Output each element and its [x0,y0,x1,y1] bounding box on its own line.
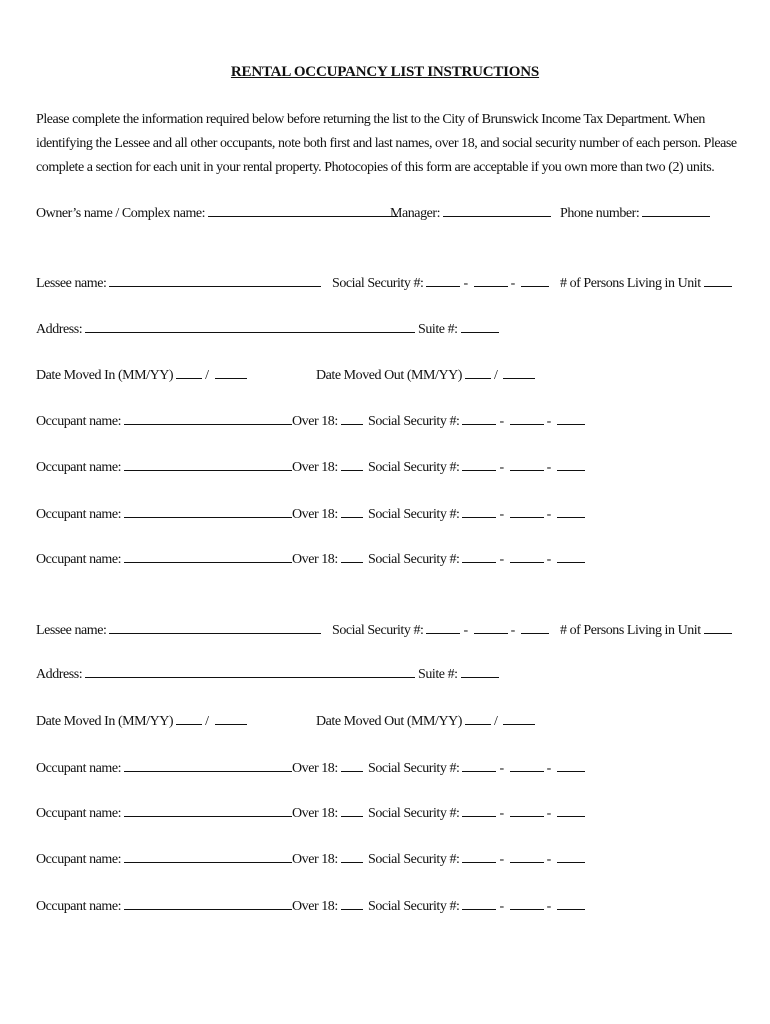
dash: - [546,460,551,475]
ssn-label: Social Security #: [368,507,460,522]
ssn-part-input[interactable] [462,410,496,425]
ssn-part-input[interactable] [510,503,544,518]
address-input[interactable] [85,663,415,678]
dash: - [499,552,504,567]
moved-out-month-input[interactable] [465,364,491,379]
occupant-name-input[interactable] [124,802,292,817]
ssn-part-input[interactable] [510,456,544,471]
ssn-part-input[interactable] [426,619,460,634]
over18-input[interactable] [341,503,363,518]
moved-out-label: Date Moved Out (MM/YY) [316,714,463,729]
dash: - [499,761,504,776]
moved-out-year-input[interactable] [503,364,535,379]
occupant-row [0,757,770,777]
occupant-name-input[interactable] [124,503,292,518]
ssn-part-input[interactable] [521,619,549,634]
owner-field [36,202,398,224]
occupant-name-input[interactable] [124,410,292,425]
occupant-row [0,503,770,523]
occupant-label: Occupant name: [36,414,122,429]
ssn-part-input[interactable] [557,503,585,518]
slash: / [205,368,209,383]
over18-input[interactable] [341,548,363,563]
dash: - [546,806,551,821]
ssn-part-input[interactable] [462,456,496,471]
lessee-name-input[interactable] [109,619,321,634]
ssn-part-input[interactable] [510,410,544,425]
owner-row [0,202,770,222]
suite-input[interactable] [461,318,499,333]
moved-in-month-input[interactable] [176,364,202,379]
manager-label: Manager: [390,206,441,221]
ssn-label: Social Security #: [332,623,424,638]
occupant-label: Occupant name: [36,552,122,567]
address-input[interactable] [85,318,415,333]
dash: - [510,276,515,291]
dash: - [546,852,551,867]
moved-in-year-input[interactable] [215,710,247,725]
occupant-row [0,802,770,822]
slash: / [494,714,498,729]
ssn-label: Social Security #: [368,806,460,821]
lessee-label: Lessee name: [36,623,107,638]
ssn-part-input[interactable] [462,895,496,910]
owner-label: Owner’s name / Complex name: [36,206,206,221]
suite-label: Suite #: [418,667,458,682]
over18-label: Over 18: [292,852,338,867]
ssn-part-input[interactable] [557,757,585,772]
ssn-part-input[interactable] [462,503,496,518]
dash: - [546,899,551,914]
over18-input[interactable] [341,848,363,863]
over18-label: Over 18: [292,761,338,776]
dash: - [546,507,551,522]
address-label: Address: [36,322,83,337]
ssn-label: Social Security #: [368,899,460,914]
occupant-label: Occupant name: [36,806,122,821]
dash: - [546,414,551,429]
manager-input[interactable] [443,202,551,217]
occupant-name-input[interactable] [124,548,292,563]
dash: - [499,460,504,475]
over18-label: Over 18: [292,899,338,914]
instructions-paragraph: Please complete the information required below before returning the list to the City of Brunswick Income Tax Department. When identifying the Lessee and all other occupants, note both first and last names, over 18, and social security number of each person. Please complete a section for each unit in your rental property. Photocopies of this form are acceptable if you own more than two (2) units. [36,112,737,175]
slash: / [205,714,209,729]
address-row [0,663,770,683]
moved-in-label: Date Moved In (MM/YY) [36,368,174,383]
ssn-part-input[interactable] [510,848,544,863]
ssn-part-input[interactable] [510,548,544,563]
over18-label: Over 18: [292,806,338,821]
occupant-label: Occupant name: [36,507,122,522]
lessee-row [0,619,770,639]
ssn-part-input[interactable] [510,802,544,817]
ssn-label: Social Security #: [368,852,460,867]
ssn-part-input[interactable] [557,802,585,817]
dates-row [0,364,770,384]
dash: - [510,623,515,638]
over18-label: Over 18: [292,460,338,475]
suite-label: Suite #: [418,322,458,337]
ssn-label: Social Security #: [368,460,460,475]
ssn-part-input[interactable] [462,848,496,863]
ssn-part-input[interactable] [521,272,549,287]
moved-in-month-input[interactable] [176,710,202,725]
moved-in-label: Date Moved In (MM/YY) [36,714,174,729]
ssn-label: Social Security #: [332,276,424,291]
dash: - [499,507,504,522]
persons-label: # of Persons Living in Unit [560,276,701,291]
occupant-row [0,548,770,568]
dash: - [463,276,468,291]
ssn-part-input[interactable] [426,272,460,287]
dash: - [499,414,504,429]
ssn-label: Social Security #: [368,414,460,429]
occupant-name-input[interactable] [124,456,292,471]
occupant-name-input[interactable] [124,757,292,772]
over18-label: Over 18: [292,552,338,567]
suite-input[interactable] [461,663,499,678]
persons-input[interactable] [704,619,732,634]
moved-out-label: Date Moved Out (MM/YY) [316,368,463,383]
owner-name-input[interactable] [208,202,398,217]
occupant-name-input[interactable] [124,848,292,863]
ssn-part-input[interactable] [462,802,496,817]
occupant-row [0,410,770,430]
ssn-part-input[interactable] [510,757,544,772]
occupant-row [0,848,770,868]
over18-label: Over 18: [292,414,338,429]
dash: - [546,552,551,567]
over18-label: Over 18: [292,507,338,522]
over18-input[interactable] [341,757,363,772]
phone-field [560,202,710,224]
persons-label: # of Persons Living in Unit [560,623,701,638]
ssn-label: Social Security #: [368,761,460,776]
moved-out-month-input[interactable] [465,710,491,725]
address-row [0,318,770,338]
occupant-label: Occupant name: [36,852,122,867]
ssn-part-input[interactable] [462,548,496,563]
ssn-label: Social Security #: [368,552,460,567]
dash: - [499,852,504,867]
ssn-part-input[interactable] [462,757,496,772]
manager-field [390,202,551,224]
lessee-name-input[interactable] [109,272,321,287]
occupant-name-input[interactable] [124,895,292,910]
ssn-part-input[interactable] [557,410,585,425]
dash: - [499,806,504,821]
occupant-label: Occupant name: [36,761,122,776]
ssn-part-input[interactable] [557,456,585,471]
lessee-row [0,272,770,292]
over18-input[interactable] [341,410,363,425]
phone-label: Phone number: [560,206,640,221]
phone-input[interactable] [642,202,710,217]
lessee-label: Lessee name: [36,276,107,291]
occupant-row [0,895,770,915]
dash: - [463,623,468,638]
form-title: RENTAL OCCUPANCY LIST INSTRUCTIONS [230,64,540,80]
occupant-row [0,456,770,476]
over18-input[interactable] [341,802,363,817]
dates-row [0,710,770,730]
ssn-part-input[interactable] [557,848,585,863]
slash: / [494,368,498,383]
dash: - [499,899,504,914]
occupant-label: Occupant name: [36,460,122,475]
over18-input[interactable] [341,895,363,910]
occupant-label: Occupant name: [36,899,122,914]
ssn-part-input[interactable] [557,895,585,910]
dash: - [546,761,551,776]
ssn-part-input[interactable] [510,895,544,910]
over18-input[interactable] [341,456,363,471]
persons-input[interactable] [704,272,732,287]
ssn-part-input[interactable] [557,548,585,563]
moved-in-year-input[interactable] [215,364,247,379]
ssn-part-input[interactable] [474,619,508,634]
moved-out-year-input[interactable] [503,710,535,725]
ssn-part-input[interactable] [474,272,508,287]
address-label: Address: [36,667,83,682]
